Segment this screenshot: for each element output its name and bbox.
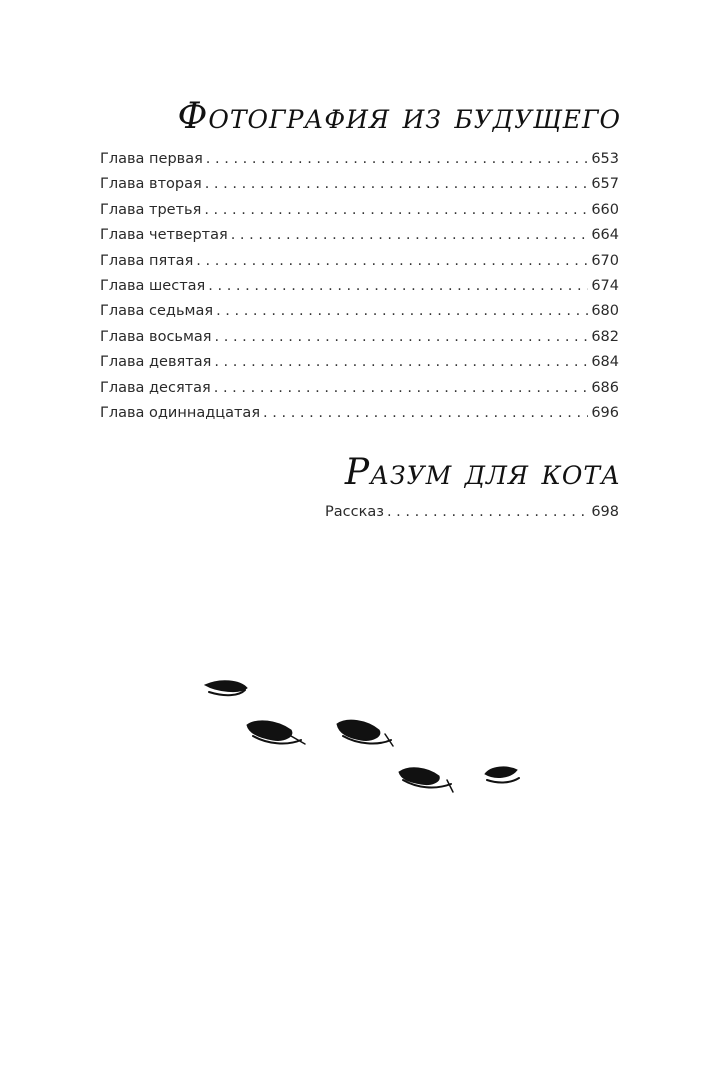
toc-entry-label: Глава восьмая [100, 328, 212, 345]
toc-entry[interactable] [100, 147, 619, 172]
toc-entry-label: Глава шестая [100, 277, 206, 294]
footprints-icon [195, 670, 535, 800]
toc-entry[interactable] [100, 350, 619, 375]
toc-entry[interactable] [100, 325, 619, 350]
toc-entry-page: 696 [591, 404, 619, 421]
toc-entry[interactable] [100, 198, 619, 223]
toc-entry-page: 680 [591, 303, 619, 320]
toc-entry-page: 684 [591, 354, 619, 371]
toc-entry[interactable] [100, 299, 619, 324]
toc-leader-dots [204, 198, 588, 223]
toc-entry-page: 682 [591, 328, 619, 345]
toc-entry-label: Глава девятая [100, 354, 212, 371]
toc-leader-dots [205, 172, 589, 197]
toc-list-mind-for-cat [325, 500, 619, 525]
toc-leader-dots [206, 147, 589, 172]
toc-leader-dots [214, 376, 589, 401]
toc-entry-page: 686 [591, 379, 619, 396]
toc-leader-dots [216, 299, 588, 324]
toc-leader-dots [208, 274, 588, 299]
toc-leader-dots [387, 500, 588, 525]
toc-entry-label: Глава десятая [100, 379, 211, 396]
toc-entry-page: 653 [591, 151, 619, 167]
toc-leader-dots [231, 223, 589, 248]
toc-leader-dots [215, 325, 589, 350]
toc-entry-page: 660 [591, 201, 619, 218]
toc-leader-dots [196, 249, 588, 274]
toc-entry-page: 670 [591, 252, 619, 269]
toc-entry-label: Глава первая [100, 151, 203, 167]
toc-entry[interactable] [325, 500, 619, 525]
toc-leader-dots [214, 350, 588, 375]
toc-entry-page: 674 [591, 277, 619, 294]
toc-entry-label: Глава пятая [100, 252, 194, 269]
section-title-photo-from-future: Фотография из будущего [177, 96, 621, 137]
toc-entry-label: Глава седьмая [100, 303, 214, 320]
toc-entry[interactable] [100, 376, 619, 401]
toc-entry-page: 657 [591, 176, 619, 193]
toc-entry[interactable] [100, 172, 619, 197]
toc-list-photo-from-future [100, 147, 619, 426]
toc-entry-page: 698 [591, 504, 619, 520]
toc-entry-label: Рассказ [325, 504, 384, 520]
toc-entry-page: 664 [591, 227, 619, 244]
toc-entry-label: Глава третья [100, 201, 202, 218]
toc-entry-label: Глава одиннадцатая [100, 404, 261, 421]
toc-entry[interactable] [100, 249, 619, 274]
toc-leader-dots [263, 401, 588, 426]
toc-entry-label: Глава вторая [100, 176, 202, 193]
toc-entry[interactable] [100, 274, 619, 299]
toc-entry[interactable] [100, 401, 619, 426]
toc-entry[interactable] [100, 223, 619, 248]
section-title-mind-for-cat: Разум для кота [344, 452, 621, 493]
toc-entry-label: Глава четвертая [100, 227, 228, 244]
